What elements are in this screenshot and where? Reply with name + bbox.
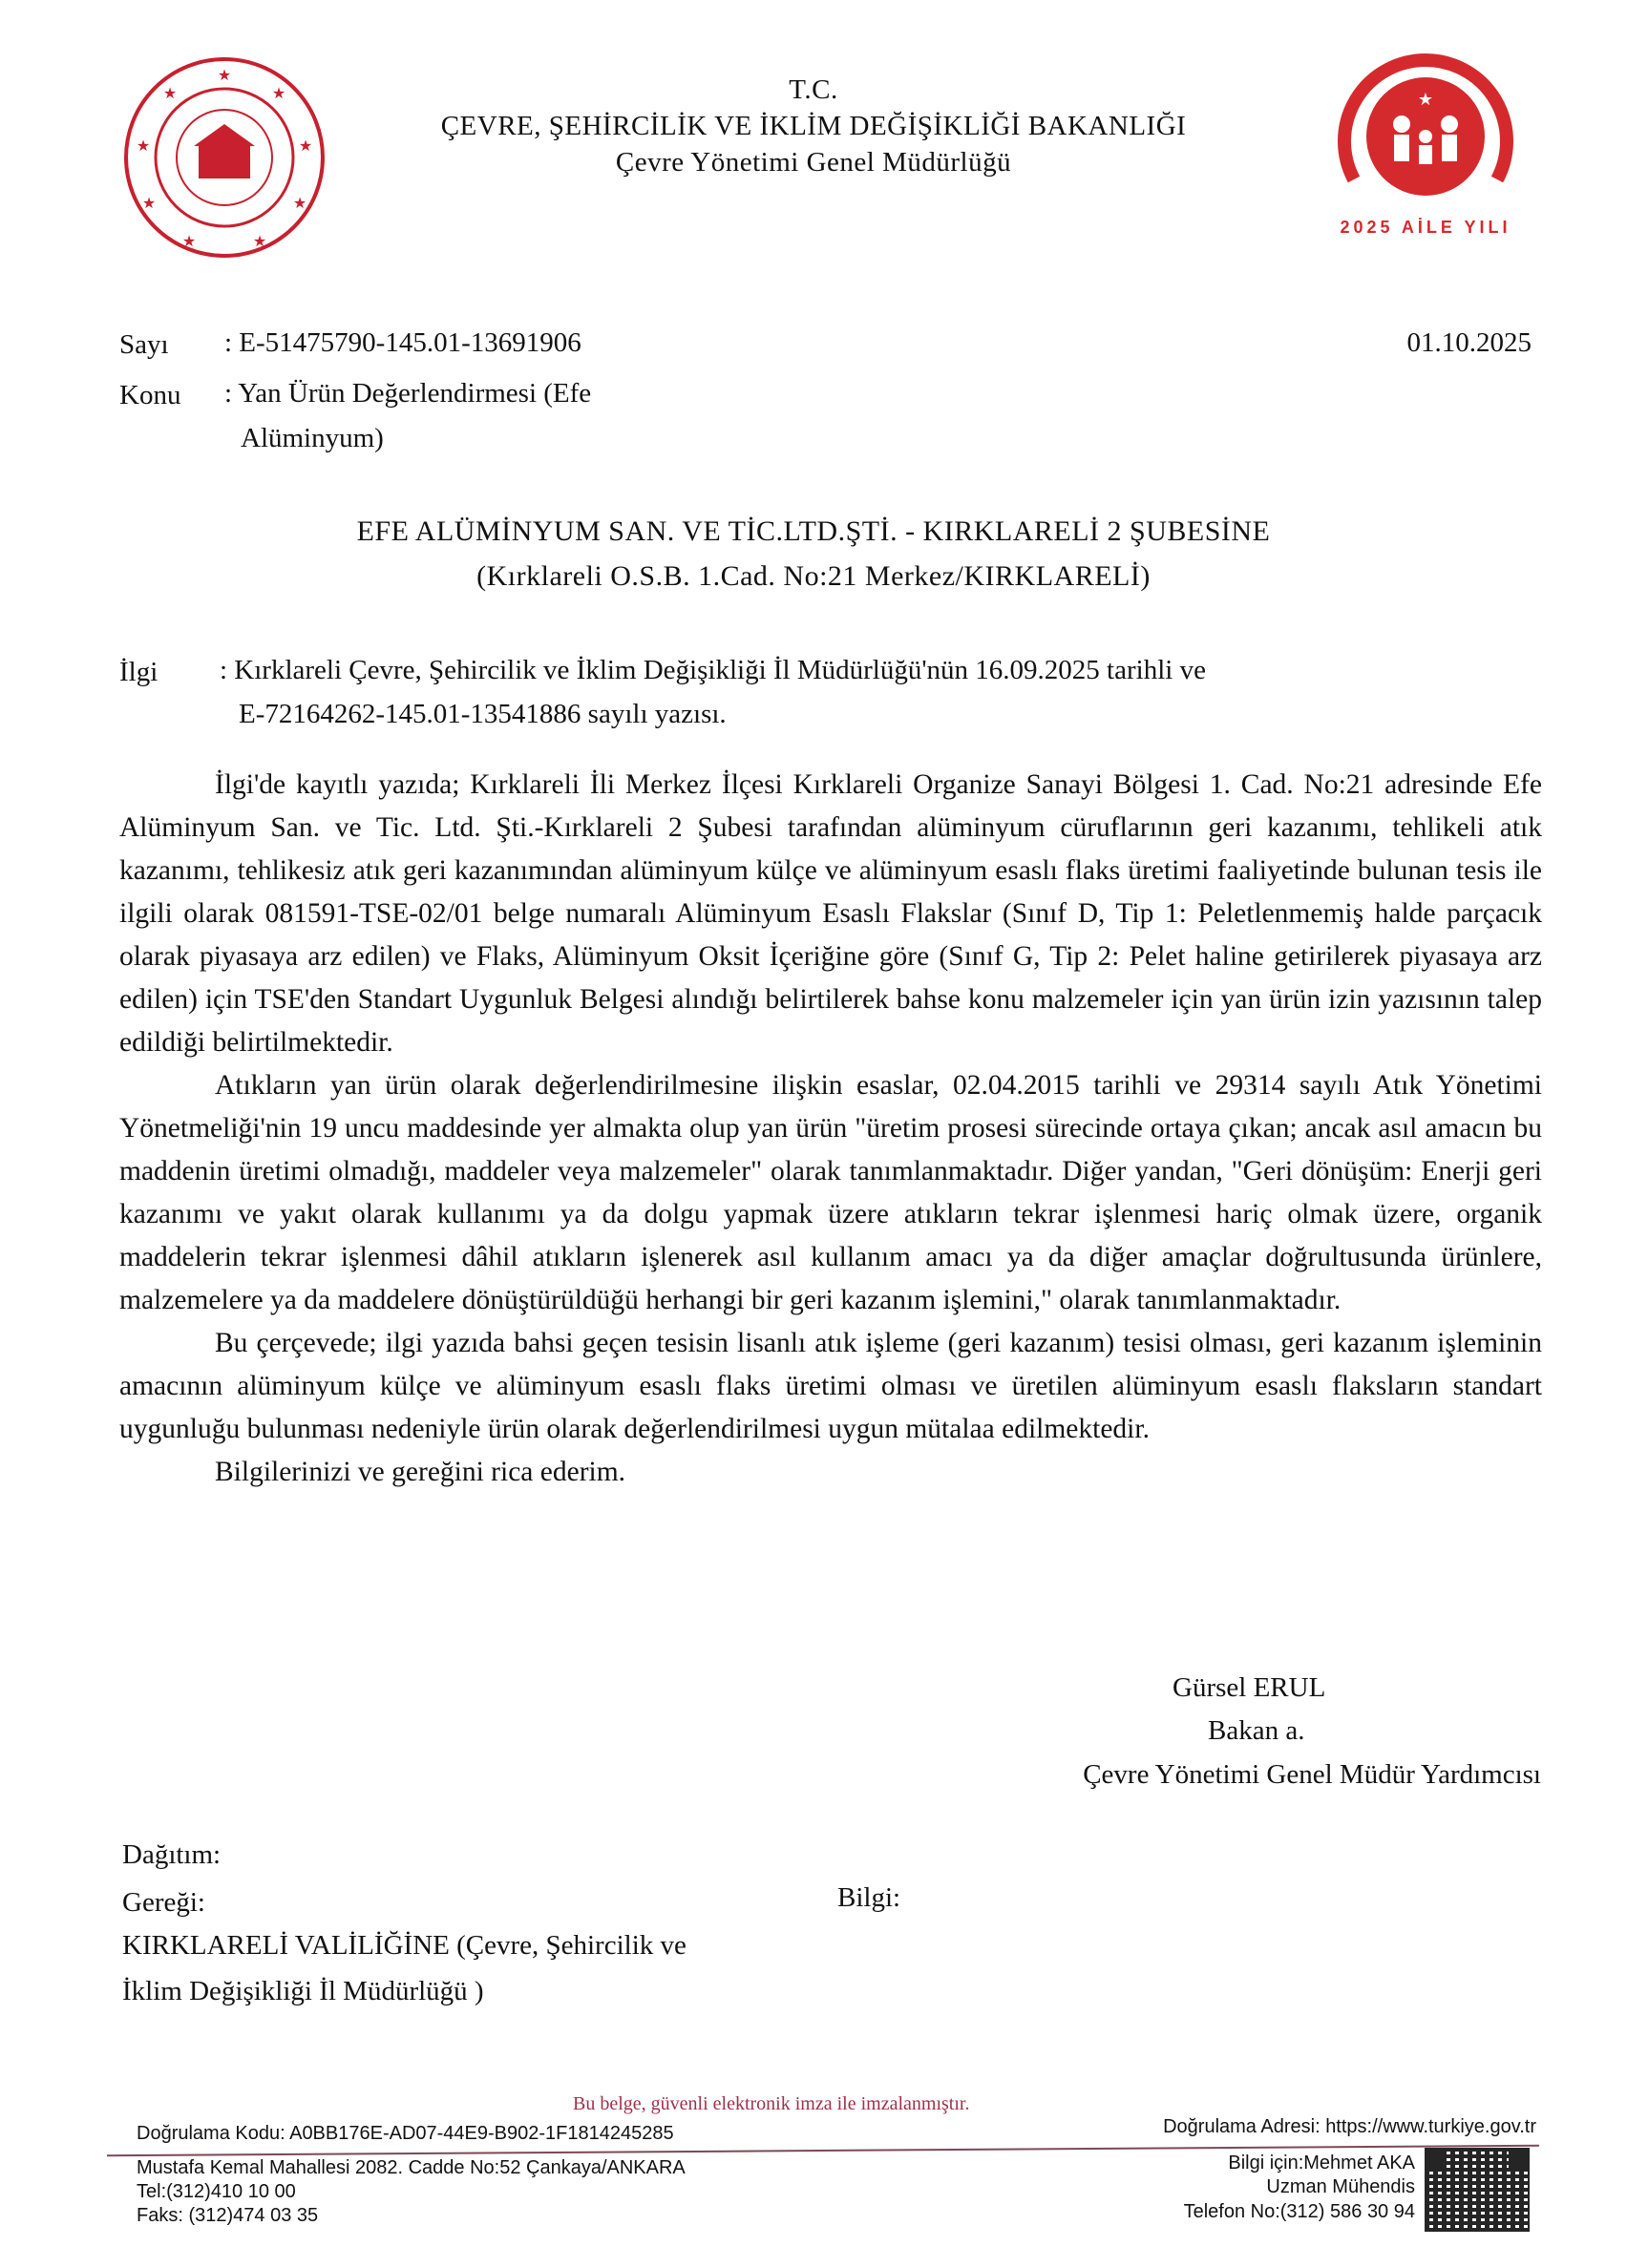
e-signature-note: Bu belge, güvenli elektronik imza ile imzalanmıştır.	[573, 2093, 970, 2114]
family-year-2025-logo	[1325, 46, 1526, 246]
konu-label: Konu	[119, 380, 181, 410]
distribution-recipient-cont: İklim Değişikliği İl Müdürlüğü )	[122, 1976, 484, 2006]
ilgi-label: İlgi	[119, 657, 158, 687]
addressee: EFE ALÜMİNYUM SAN. VE TİC.LTD.ŞTİ. - KIRKLARELİ 2 ŞUBESİNE	[356, 515, 1271, 547]
svg-text:★: ★	[298, 138, 313, 155]
body-paragraph: Bilgilerinizi ve gereğini rica ederim.	[215, 1457, 626, 1487]
konu-value-cont: Alüminyum)	[241, 423, 384, 453]
verification-code: Doğrulama Kodu: A0BB176E-AD07-44E9-B902-1F1814245285	[137, 2123, 674, 2144]
svg-text:★: ★	[217, 68, 232, 84]
svg-text:★: ★	[252, 234, 267, 250]
svg-text:★: ★	[162, 86, 178, 102]
letter-body	[119, 764, 1542, 1494]
footer-address: Mustafa Kemal Mahallesi 2082. Cadde No:52 Çankaya/ANKARA	[137, 2157, 686, 2178]
svg-text:★: ★	[141, 196, 157, 212]
gereği-label: Gereği:	[122, 1887, 205, 1918]
header-tc: T.C.	[789, 74, 838, 105]
svg-text:★: ★	[136, 138, 151, 155]
svg-text:★: ★	[1417, 90, 1434, 109]
sayi-label: Sayı	[119, 329, 169, 360]
signer-title: Çevre Yönetimi Genel Müdür Yardımcısı	[1083, 1759, 1541, 1790]
header-ministry: ÇEVRE, ŞEHİRCİLİK VE İKLİM DEĞİŞİKLİĞİ BAKANLIĞI	[440, 111, 1187, 141]
contact-phone: Telefon No:(312) 586 30 94	[1183, 2201, 1415, 2222]
document-date: 01.10.2025	[1406, 327, 1532, 358]
verification-address[interactable]: Doğrulama Adresi: https://www.turkiye.gov.tr	[1163, 2116, 1536, 2137]
signer-authority: Bakan a.	[1208, 1715, 1305, 1746]
ilgi-value-cont: E-72164262-145.01-13541886 sayılı yazısı.	[239, 699, 727, 729]
distribution-label: Dağıtım:	[122, 1839, 222, 1870]
distribution-recipient: KIRKLARELİ VALİLİĞİNE (Çevre, Şehircilik ve	[122, 1930, 687, 1961]
svg-text:★: ★	[271, 86, 286, 102]
footer-fax: Faks: (312)474 03 35	[137, 2205, 319, 2226]
sayi-value: : E-51475790-145.01-13691906	[224, 327, 581, 358]
svg-text:2025 AİLE YILI: 2025 AİLE YILI	[1340, 218, 1511, 237]
body-paragraph: İlgi'de kayıtlı yazıda; Kırklareli İli Merkez İlçesi Kırklareli Organize Sanayi Bölgesi 1. Cad. No:21 adresinde Efe Alüminyum San. ve Tic. Ltd. Şti.-Kırklareli 2 Şubesi tarafından alüminyum cüruflarının geri kazanımı, tehlikeli atık kazanımı, tehlikesiz atık geri kazanımından alüminyum külçe ve alüminyum esaslı flaks üretimi faaliyetinde bulunan tesis ile ilgili olarak 081591-TSE-02/01 belge numaralı Alüminyum Esaslı Flakslar (Sınıf D, Tip 1: Peletlenmemiş halde parçacık olarak piyasaya arz edilen) ve Flaks, Alüminyum Oksit İçeriğine göre (Sınıf G, Tip 2: Pelet haline getirilerek piyasaya arz edilen) için TSE'den Standart Uygunluk Belgesi alındığı belirtilerek bahse konu malzemeler için yan ürün izin yazısının talep edildiği belirtilmektedir.	[119, 769, 1542, 1058]
qr-code-icon	[1425, 2148, 1530, 2232]
contact-name: Bilgi için:Mehmet AKA	[1228, 2152, 1415, 2174]
svg-text:★: ★	[181, 234, 197, 250]
bilgi-label: Bilgi:	[837, 1882, 901, 1913]
svg-text:★: ★	[292, 196, 307, 212]
contact-title: Uzman Mühendis	[1266, 2176, 1415, 2197]
body-paragraph: Bu çerçevede; ilgi yazıda bahsi geçen tesisin lisanlı atık işleme (geri kazanım) tesisi olması, geri kazanım işleminin amacının alüminyum külçe ve alüminyum esaslı flaks üretimi olması ve üretilen alüminyum esaslı flaksların standart uygunluğu bulunması nedeniyle ürün olarak değerlendirilmesi uygun mütalaa edilmektedir.	[119, 1328, 1542, 1444]
footer-tel: Tel:(312)410 10 00	[137, 2181, 296, 2202]
konu-value: : Yan Ürün Değerlendirmesi (Efe	[224, 378, 592, 409]
body-paragraph: Atıkların yan ürün olarak değerlendirilmesine ilişkin esaslar, 02.04.2015 tarihli ve 29314 sayılı Atık Yönetimi Yönetmeliği'nin 19 uncu maddesinde yer almakta olup yan ürün "üretim prosesi sürecinde ortaya çıkan; ancak asıl amacın bu maddenin üretimi olmadığı, maddeler veya malzemeler" olarak tanımlanmaktadır. Diğer yandan, "Geri dönüşüm: Enerji geri kazanımı ve yakıt olarak kullanımı ya da dolgu yapmak üzere atıkların tekrar işlenmesi hariç olmak üzere, organik maddelerin tekrar işlenmesi dâhil atıkların işlenerek asıl kullanım amacı ya da diğer amaçlar doğrultusunda ürünlere, malzemelere ya da maddelere dönüştürüldüğü herhangi bir geri kazanım işlemini," olarak tanımlanmaktadır.	[119, 1070, 1542, 1315]
header-directorate: Çevre Yönetimi Genel Müdürlüğü	[615, 147, 1012, 178]
addressee-address: (Kırklareli O.S.B. 1.Cad. No:21 Merkez/KIRKLARELİ)	[476, 560, 1151, 592]
signer-name: Gürsel ERUL	[1173, 1672, 1326, 1703]
ilgi-value: : Kırklareli Çevre, Şehircilik ve İklim Değişikliği İl Müdürlüğü'nün 16.09.2025 tarihli ve	[220, 655, 1206, 685]
